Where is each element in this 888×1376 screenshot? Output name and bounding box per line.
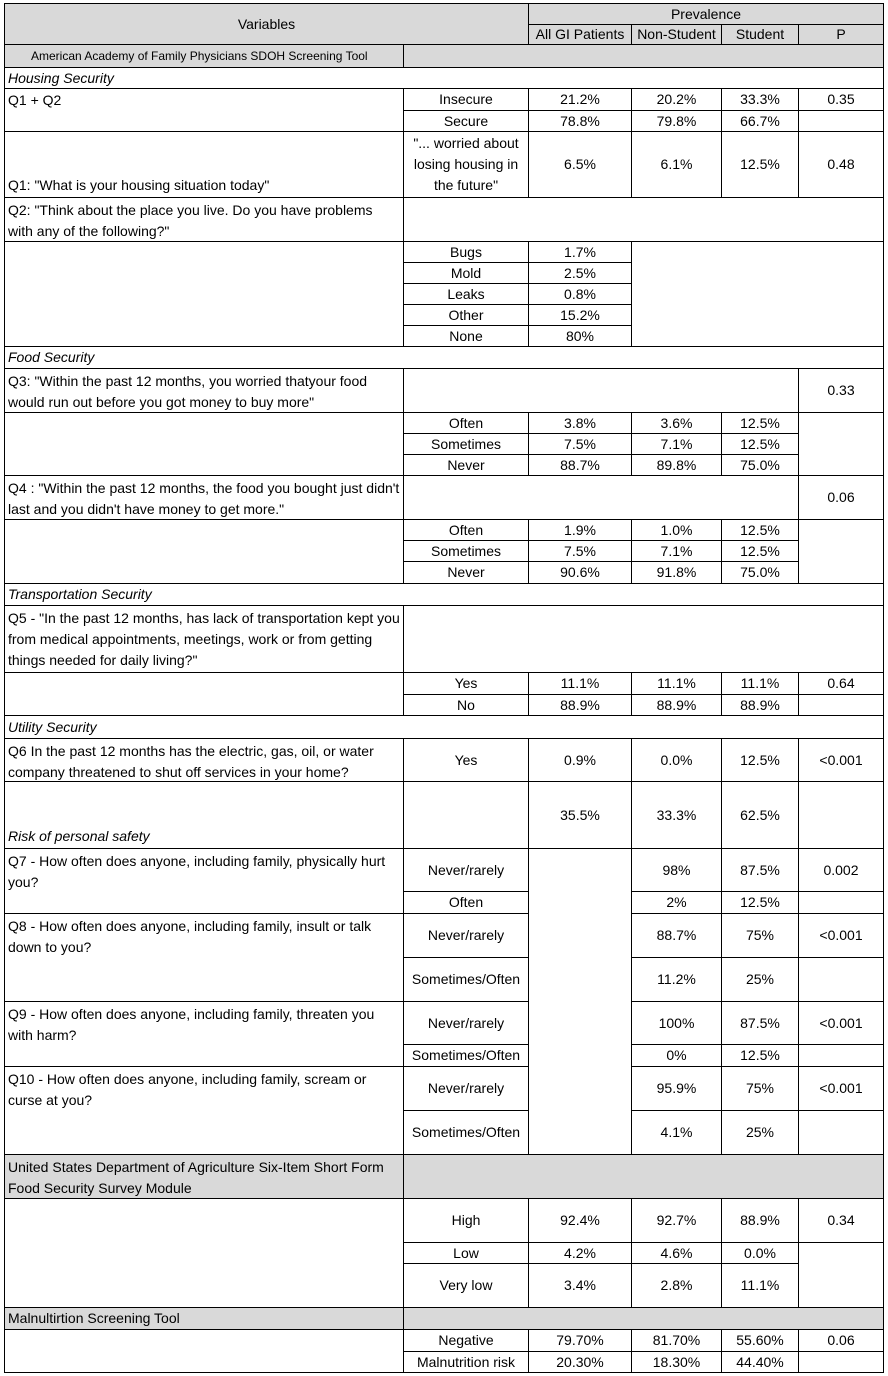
value-p-empty: [798, 891, 884, 914]
value-non-student: 4.6%: [631, 1242, 722, 1264]
response-label: Bugs: [403, 241, 529, 263]
blank: [403, 781, 529, 849]
response-label: Malnutrition risk: [403, 1351, 529, 1373]
value-non-student: 91.8%: [631, 561, 722, 584]
value-all-gi: 0.8%: [528, 283, 632, 305]
response-label: Sometimes/Often: [403, 957, 529, 1002]
value-p-empty: [798, 1351, 884, 1373]
value-non-student: 0%: [631, 1044, 722, 1067]
blank: [4, 1198, 404, 1308]
blank: [631, 241, 884, 347]
value-all-gi: 2.5%: [528, 262, 632, 284]
value-all-gi: 11.1%: [528, 672, 632, 695]
value-non-student: 33.3%: [631, 781, 722, 849]
question-q1q2: Q1 + Q2: [4, 88, 404, 132]
question-q10: Q10 - How often does anyone, including family, scream or curse at you?: [4, 1066, 404, 1155]
response-label: Mold: [403, 262, 529, 284]
blank: [403, 368, 799, 413]
value-student: 44.40%: [721, 1351, 799, 1373]
value-non-student: 2%: [631, 891, 722, 914]
column-header-p: P: [798, 24, 884, 45]
value-non-student: 2.8%: [631, 1263, 722, 1308]
value-non-student: 88.9%: [631, 694, 722, 716]
header-prevalence: Prevalence: [528, 3, 884, 25]
value-non-student: 20.2%: [631, 88, 722, 111]
value-student: 87.5%: [721, 848, 799, 892]
value-non-student: 7.1%: [631, 433, 722, 455]
response-label: Yes: [403, 738, 529, 782]
question-q5: Q5 - "In the past 12 months, has lack of transportation kept you from medical appointments, meetings, work or from getting things needed for daily living?": [4, 605, 404, 673]
response-label: No: [403, 694, 529, 716]
section-malnutrition-blank: [403, 1307, 884, 1330]
blank: [4, 241, 404, 347]
value-p-empty: [798, 110, 884, 132]
column-header-student: Student: [721, 24, 799, 45]
response-label: Often: [403, 891, 529, 914]
value-all-gi: 3.4%: [528, 1263, 632, 1308]
response-label: "... worried about losing housing in the future": [403, 131, 529, 198]
value-student: 88.9%: [721, 1198, 799, 1243]
value-student: 88.9%: [721, 694, 799, 716]
question-q4: Q4 : "Within the past 12 months, the food you bought just didn't last and you didn't have money to get more.": [4, 475, 404, 520]
value-non-student: 88.7%: [631, 913, 722, 958]
response-label: Never/rarely: [403, 913, 529, 958]
value-all-gi: 1.9%: [528, 519, 632, 541]
value-all-gi: 21.2%: [528, 88, 632, 111]
response-label: Sometimes: [403, 433, 529, 455]
value-all-gi: 79.70%: [528, 1329, 632, 1352]
value-student: 0.0%: [721, 1242, 799, 1264]
value-all-gi: 35.5%: [528, 781, 632, 849]
value-all-gi: 1.7%: [528, 241, 632, 263]
value-student: 11.1%: [721, 1263, 799, 1308]
value-student: 75.0%: [721, 454, 799, 476]
section-malnutrition: Malnultirtion Screening Tool: [4, 1307, 404, 1330]
value-all-gi: 90.6%: [528, 561, 632, 584]
response-label: Yes: [403, 672, 529, 695]
value-student: 66.7%: [721, 110, 799, 132]
blank: [4, 672, 404, 716]
value-all-gi: 20.30%: [528, 1351, 632, 1373]
response-label: Never/rarely: [403, 1066, 529, 1111]
value-p-empty: [798, 1110, 884, 1155]
value-p-empty: [798, 694, 884, 716]
value-student: 12.5%: [721, 891, 799, 914]
blank: [798, 412, 884, 476]
value-student: 75%: [721, 913, 799, 958]
value-student: 75.0%: [721, 561, 799, 584]
value-all-gi: 15.2%: [528, 304, 632, 326]
value-non-student: 3.6%: [631, 412, 722, 434]
section-housing: Housing Security: [4, 67, 884, 89]
value-student: 12.5%: [721, 131, 799, 198]
value-student: 12.5%: [721, 1044, 799, 1067]
column-header-all-gi: All GI Patients: [528, 24, 632, 45]
value-non-student: 4.1%: [631, 1110, 722, 1155]
value-non-student: 100%: [631, 1001, 722, 1045]
response-label: Never: [403, 561, 529, 584]
value-p: 0.002: [798, 848, 884, 892]
response-label: Never: [403, 454, 529, 476]
value-p-empty: [798, 1044, 884, 1067]
value-non-student: 11.2%: [631, 957, 722, 1002]
value-non-student: 18.30%: [631, 1351, 722, 1373]
value-non-student: 79.8%: [631, 110, 722, 132]
value-all-gi: 0.9%: [528, 738, 632, 782]
value-all-gi: 88.7%: [528, 454, 632, 476]
response-label: Often: [403, 412, 529, 434]
value-p: 0.06: [798, 1329, 884, 1352]
value-student: 62.5%: [721, 781, 799, 849]
value-p: <0.001: [798, 913, 884, 958]
value-student: 12.5%: [721, 738, 799, 782]
blank: [4, 519, 404, 584]
value-p: 0.34: [798, 1198, 884, 1243]
value-all-gi: 80%: [528, 325, 632, 347]
value-non-student: 7.1%: [631, 540, 722, 562]
value-student: 12.5%: [721, 412, 799, 434]
blank: [403, 605, 884, 673]
section-transportation: Transportation Security: [4, 583, 884, 606]
value-all-gi: 6.5%: [528, 131, 632, 198]
value-p: 0.33: [798, 368, 884, 413]
value-non-student: 89.8%: [631, 454, 722, 476]
value-p: <0.001: [798, 1066, 884, 1111]
blank: [4, 412, 404, 476]
question-q6: Q6 In the past 12 months has the electric, gas, oil, or water company threatened to shut off services in your home?: [4, 738, 404, 782]
question-q3: Q3: "Within the past 12 months, you worried thatyour food would run out before you got money to buy more": [4, 368, 404, 413]
section-usda: United States Department of Agriculture Six-Item Short Form Food Security Survey Module: [4, 1154, 404, 1199]
question-q8: Q8 - How often does anyone, including family, insult or talk down to you?: [4, 913, 404, 1002]
response-label: Sometimes/Often: [403, 1110, 529, 1155]
value-student: 55.60%: [721, 1329, 799, 1352]
response-label: None: [403, 325, 529, 347]
question-q7: Q7 - How often does anyone, including family, physically hurt you?: [4, 848, 404, 914]
response-label: Never/rarely: [403, 848, 529, 892]
response-label: Low: [403, 1242, 529, 1264]
header-variables: Variables: [4, 3, 529, 45]
section-aafp: American Academy of Family Physicians SDOH Screening Tool: [4, 44, 404, 68]
blank: [403, 197, 884, 242]
response-label: Negative: [403, 1329, 529, 1352]
blank: [403, 475, 799, 520]
response-label: Sometimes/Often: [403, 1044, 529, 1067]
value-p-empty: [798, 781, 884, 849]
value-all-gi: 7.5%: [528, 540, 632, 562]
response-label: Very low: [403, 1263, 529, 1308]
value-student: 33.3%: [721, 88, 799, 111]
value-all-gi: 3.8%: [528, 412, 632, 434]
value-p-empty: [798, 957, 884, 1002]
value-p: 0.35: [798, 88, 884, 111]
value-non-student: 98%: [631, 848, 722, 892]
value-student: 11.1%: [721, 672, 799, 695]
response-label: High: [403, 1198, 529, 1243]
blank: [798, 1242, 884, 1308]
section-aafp-blank: [403, 44, 884, 68]
response-label: Secure: [403, 110, 529, 132]
response-label: Leaks: [403, 283, 529, 305]
value-all-gi: 88.9%: [528, 694, 632, 716]
value-student: 25%: [721, 1110, 799, 1155]
question-q2: Q2: "Think about the place you live. Do you have problems with any of the following?": [4, 197, 404, 242]
section-personal-safety: Risk of personal safety: [4, 781, 404, 849]
response-label: Never/rarely: [403, 1001, 529, 1045]
blank-all-gi-column: [528, 848, 632, 1155]
value-p: <0.001: [798, 738, 884, 782]
response-label: Often: [403, 519, 529, 541]
question-q9: Q9 - How often does anyone, including family, threaten you with harm?: [4, 1001, 404, 1067]
value-all-gi: 4.2%: [528, 1242, 632, 1264]
response-label: Other: [403, 304, 529, 326]
value-student: 12.5%: [721, 433, 799, 455]
response-label: Sometimes: [403, 540, 529, 562]
value-non-student: 92.7%: [631, 1198, 722, 1243]
value-p: <0.001: [798, 1001, 884, 1045]
response-label: Insecure: [403, 88, 529, 111]
section-food: Food Security: [4, 346, 884, 369]
blank: [798, 519, 884, 584]
value-student: 75%: [721, 1066, 799, 1111]
value-student: 12.5%: [721, 540, 799, 562]
question-q1: Q1: "What is your housing situation today": [4, 131, 404, 198]
value-all-gi: 92.4%: [528, 1198, 632, 1243]
value-all-gi: 78.8%: [528, 110, 632, 132]
blank: [4, 1329, 404, 1373]
value-student: 25%: [721, 957, 799, 1002]
value-non-student: 11.1%: [631, 672, 722, 695]
value-non-student: 95.9%: [631, 1066, 722, 1111]
value-all-gi: 7.5%: [528, 433, 632, 455]
value-non-student: 1.0%: [631, 519, 722, 541]
value-student: 12.5%: [721, 519, 799, 541]
column-header-non-student: Non-Student: [631, 24, 722, 45]
value-non-student: 81.70%: [631, 1329, 722, 1352]
value-p: 0.64: [798, 672, 884, 695]
value-p: 0.48: [798, 131, 884, 198]
value-non-student: 0.0%: [631, 738, 722, 782]
value-student: 87.5%: [721, 1001, 799, 1045]
section-usda-blank: [403, 1154, 884, 1199]
section-utility: Utility Security: [4, 715, 884, 739]
value-non-student: 6.1%: [631, 131, 722, 198]
value-p: 0.06: [798, 475, 884, 520]
